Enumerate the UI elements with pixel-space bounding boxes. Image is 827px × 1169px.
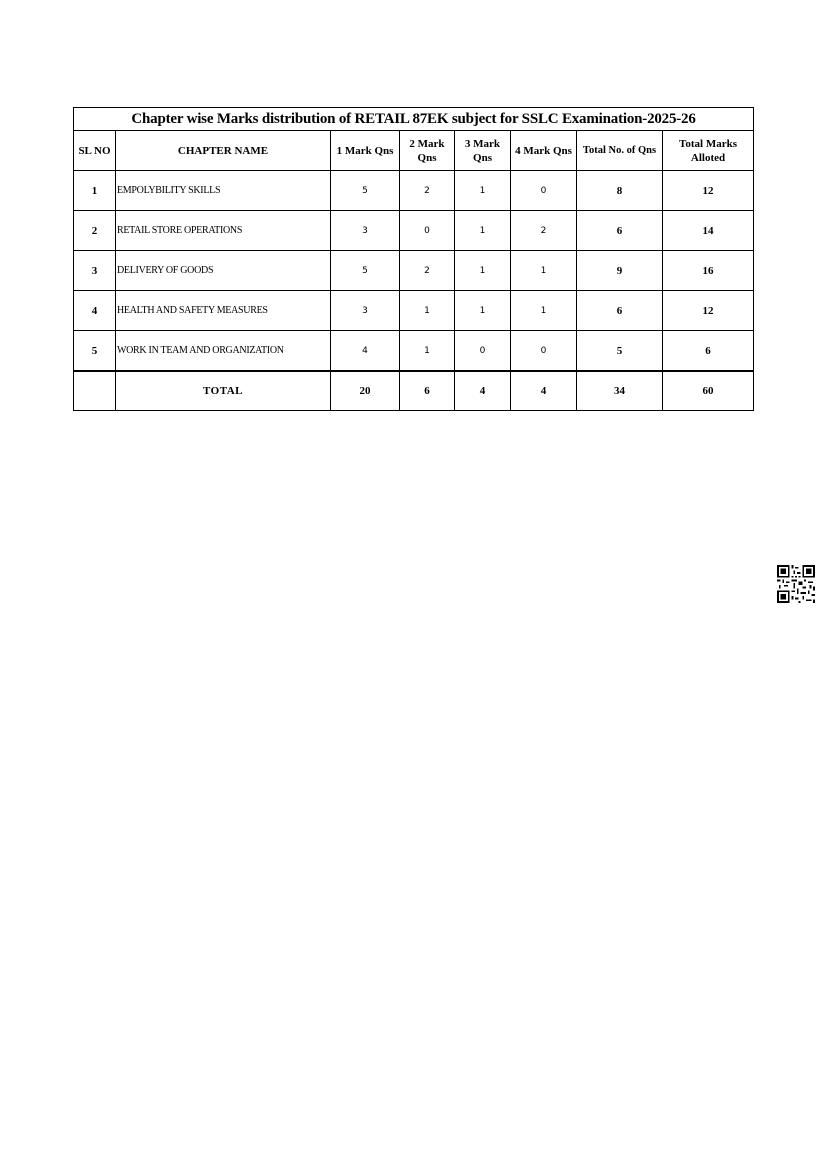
header-2-mark-line1: 2 Mark: [409, 137, 445, 150]
row-1-mark: 4: [331, 331, 400, 372]
row-chapter-name: HEALTH AND SAFETY MEASURES: [116, 291, 331, 331]
row-chapter-name: DELIVERY OF GOODS: [116, 251, 331, 291]
row-sl-no: 2: [74, 211, 116, 251]
header-3-mark-line1: 3 Mark: [464, 137, 501, 150]
table-row: [74, 291, 754, 331]
row-2-mark: 0: [400, 211, 455, 251]
row-2-mark: 1: [400, 331, 455, 372]
row-total-marks: 6: [663, 331, 754, 372]
row-1-mark: 5: [331, 251, 400, 291]
row-1-mark: 3: [331, 291, 400, 331]
header-chapter-name: CHAPTER NAME: [116, 131, 331, 171]
row-total-marks: 12: [663, 171, 754, 211]
header-total-marks-line2: Alloted: [690, 151, 726, 164]
row-sl-no: 5: [74, 331, 116, 372]
header-row: [74, 131, 754, 171]
header-2-mark: [400, 131, 455, 171]
row-3-mark: 1: [455, 211, 511, 251]
marks-distribution-table: [73, 107, 754, 411]
total-marks: 60: [663, 371, 754, 411]
row-chapter-name: EMPOLYBILITY SKILLS: [116, 171, 331, 211]
row-3-mark: 1: [455, 291, 511, 331]
table-row: [74, 331, 754, 372]
total-4-mark: 4: [511, 371, 577, 411]
row-chapter-name: RETAIL STORE OPERATIONS: [116, 211, 331, 251]
row-4-mark: 0: [511, 331, 577, 372]
total-label: TOTAL: [116, 371, 331, 411]
row-total-marks: 14: [663, 211, 754, 251]
row-total-marks: 12: [663, 291, 754, 331]
row-4-mark: 1: [511, 251, 577, 291]
total-row: [74, 371, 754, 411]
header-1-mark: 1 Mark Qns: [331, 131, 400, 171]
row-4-mark: 0: [511, 171, 577, 211]
row-sl-no: 3: [74, 251, 116, 291]
row-3-mark: 1: [455, 251, 511, 291]
row-4-mark: 2: [511, 211, 577, 251]
header-4-mark: 4 Mark Qns: [511, 131, 577, 171]
table-row: [74, 171, 754, 211]
total-sl-blank: [74, 371, 116, 411]
header-total-qns: Total No. of Qns: [577, 131, 663, 171]
qr-code-icon: [777, 565, 815, 603]
row-total-qns: 6: [577, 211, 663, 251]
header-2-mark-line2: Qns: [417, 151, 437, 164]
row-3-mark: 0: [455, 331, 511, 372]
header-3-mark: [455, 131, 511, 171]
header-sl-no: SL NO: [74, 131, 116, 171]
header-3-mark-line2: Qns: [473, 151, 492, 164]
header-total-marks-line1: Total Marks: [679, 137, 737, 150]
row-sl-no: 1: [74, 171, 116, 211]
total-3-mark: 4: [455, 371, 511, 411]
header-total-marks: [663, 131, 754, 171]
row-4-mark: 1: [511, 291, 577, 331]
total-qns: 34: [577, 371, 663, 411]
row-3-mark: 1: [455, 171, 511, 211]
row-total-qns: 8: [577, 171, 663, 211]
row-total-qns: 9: [577, 251, 663, 291]
row-total-marks: 16: [663, 251, 754, 291]
total-1-mark: 20: [331, 371, 400, 411]
row-sl-no: 4: [74, 291, 116, 331]
table-row: [74, 211, 754, 251]
row-2-mark: 2: [400, 251, 455, 291]
total-2-mark: 6: [400, 371, 455, 411]
row-total-qns: 5: [577, 331, 663, 372]
row-1-mark: 5: [331, 171, 400, 211]
table-title: Chapter wise Marks distribution of RETAIL 87EK subject for SSLC Examination-2025-26: [74, 108, 754, 131]
table-row: [74, 251, 754, 291]
row-chapter-name: WORK IN TEAM AND ORGANIZATION: [116, 331, 331, 372]
row-2-mark: 2: [400, 171, 455, 211]
row-1-mark: 3: [331, 211, 400, 251]
row-total-qns: 6: [577, 291, 663, 331]
row-2-mark: 1: [400, 291, 455, 331]
